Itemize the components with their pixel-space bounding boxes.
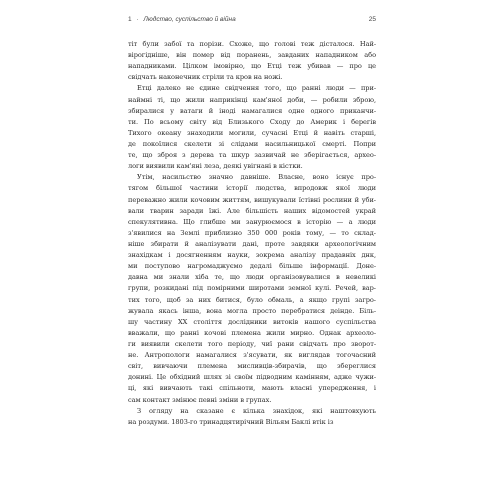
text-line: шу частину XX століття дослідники витоків нашого суспільства bbox=[128, 317, 376, 326]
text-line: донині. Це обхідний шлях зі своїм підводним камінням, адже чужи- bbox=[128, 373, 376, 382]
text-line: світ, вивчаючи племена мисливців-збирачів, що збереглися bbox=[128, 362, 376, 371]
text-line: збиралися у ватаги й іноді намагалися одне одного приканчи- bbox=[128, 106, 376, 115]
text-line: ніше збирати й аналізувати дані, проте завдяки археологічним bbox=[128, 239, 376, 248]
text-line: тих того, щоб за них битися, було обмаль, а якщо групі загро- bbox=[128, 295, 376, 304]
paragraph bbox=[128, 39, 376, 83]
text-line: ми поступово нагромаджуємо дедалі більше інформації. Доне- bbox=[128, 262, 376, 271]
text-line: з'явилися на Землі приблизно 350 000 років тому, — то склад- bbox=[128, 228, 376, 237]
text-line: сам контакт змінює певні зміни в групах. bbox=[128, 395, 272, 404]
text-line: З огляду на сказане є кілька знахідок, які наштовхують bbox=[137, 406, 376, 415]
body-text bbox=[128, 39, 376, 428]
chapter-number: 1 bbox=[128, 16, 132, 23]
text-line: тіт були забої та порізи. Схоже, що голові теж дісталося. Най- bbox=[128, 40, 376, 48]
text-line: Тихого океану знаходили могили, сучасні Етці й навіть старші, bbox=[128, 128, 376, 137]
page-number: 25 bbox=[368, 16, 376, 23]
text-line: тягом більшої частини історії людства, впродовж якої люди bbox=[128, 184, 376, 193]
text-line: ці, які вивчають такі спільноти, мають власні упередження, і bbox=[128, 384, 376, 393]
paragraph bbox=[128, 83, 376, 172]
text-line: вірогідніше, він помер від поранень, завданих нападником або bbox=[128, 51, 376, 60]
text-line: на роздуми. 1803-го тринадцятирічний Вільям Баклі втік із bbox=[128, 417, 334, 426]
text-line: наймні ті, що жили наприкінці кам'яної доби, — робили зброю, bbox=[128, 95, 376, 104]
running-head-left bbox=[128, 16, 236, 23]
text-line: групи, розкидані під помірними широтами земної кулі. Речей, вар- bbox=[128, 284, 376, 293]
paragraph bbox=[128, 406, 376, 428]
text-line: жувала якась інша, вона могла просто перебратися деінде. Біль- bbox=[128, 306, 376, 315]
text-line: давна ми знали хіба те, що люди організовувалися в невеликі bbox=[128, 273, 376, 282]
running-head bbox=[128, 16, 376, 30]
text-line: не. Антропологи намагалися з'ясувати, як виглядав тогочасний bbox=[128, 351, 376, 360]
chapter-title: Людство, суспільство й війна bbox=[143, 16, 236, 23]
running-head-separator: · bbox=[136, 16, 139, 23]
text-line: нападниками. Цілком імовірно, що Етці теж убивав — про це bbox=[128, 62, 376, 71]
text-line: вважали, що ранні кочові племена жили мирно. Однак археоло- bbox=[128, 328, 376, 337]
text-line: Етці далеко не єдине свідчення того, що ранні люди — при- bbox=[137, 84, 376, 93]
text-line: те, що зброя з дерева та шкур зазвичай не зберігається, архео- bbox=[128, 151, 376, 160]
text-line: спекулятивна. Що глибше ми занурюємося в історію — а люди bbox=[128, 217, 376, 226]
book-page bbox=[128, 16, 376, 492]
text-line: ти. По всьому світу від Близького Сходу до Америк і берегів bbox=[128, 117, 376, 126]
text-line: вали тварин заради їжі. Але більшість наших відомостей украй bbox=[128, 206, 376, 215]
text-line: свідчать наконечник стріли та кров на ножі. bbox=[128, 73, 283, 82]
text-line: логи виявили кам'яні леза, деякі увігнані в кістки. bbox=[128, 162, 303, 171]
text-line: ги виявили скелети того періоду, чиї рани свідчать про зворот- bbox=[128, 339, 376, 348]
text-line: знахідкам і досягненням науки, зокрема аналізу прадавніх днк, bbox=[128, 251, 376, 260]
text-line: де покоїлися скелети зі слідами насильницької смерті. Попри bbox=[128, 139, 376, 148]
text-line: Утім, насильство значно давніше. Власне, воно існує про- bbox=[137, 173, 376, 182]
paragraph bbox=[128, 172, 376, 405]
text-line: переважно жили кочовим життям, вишукували їстівні рослини й уби- bbox=[128, 195, 376, 204]
